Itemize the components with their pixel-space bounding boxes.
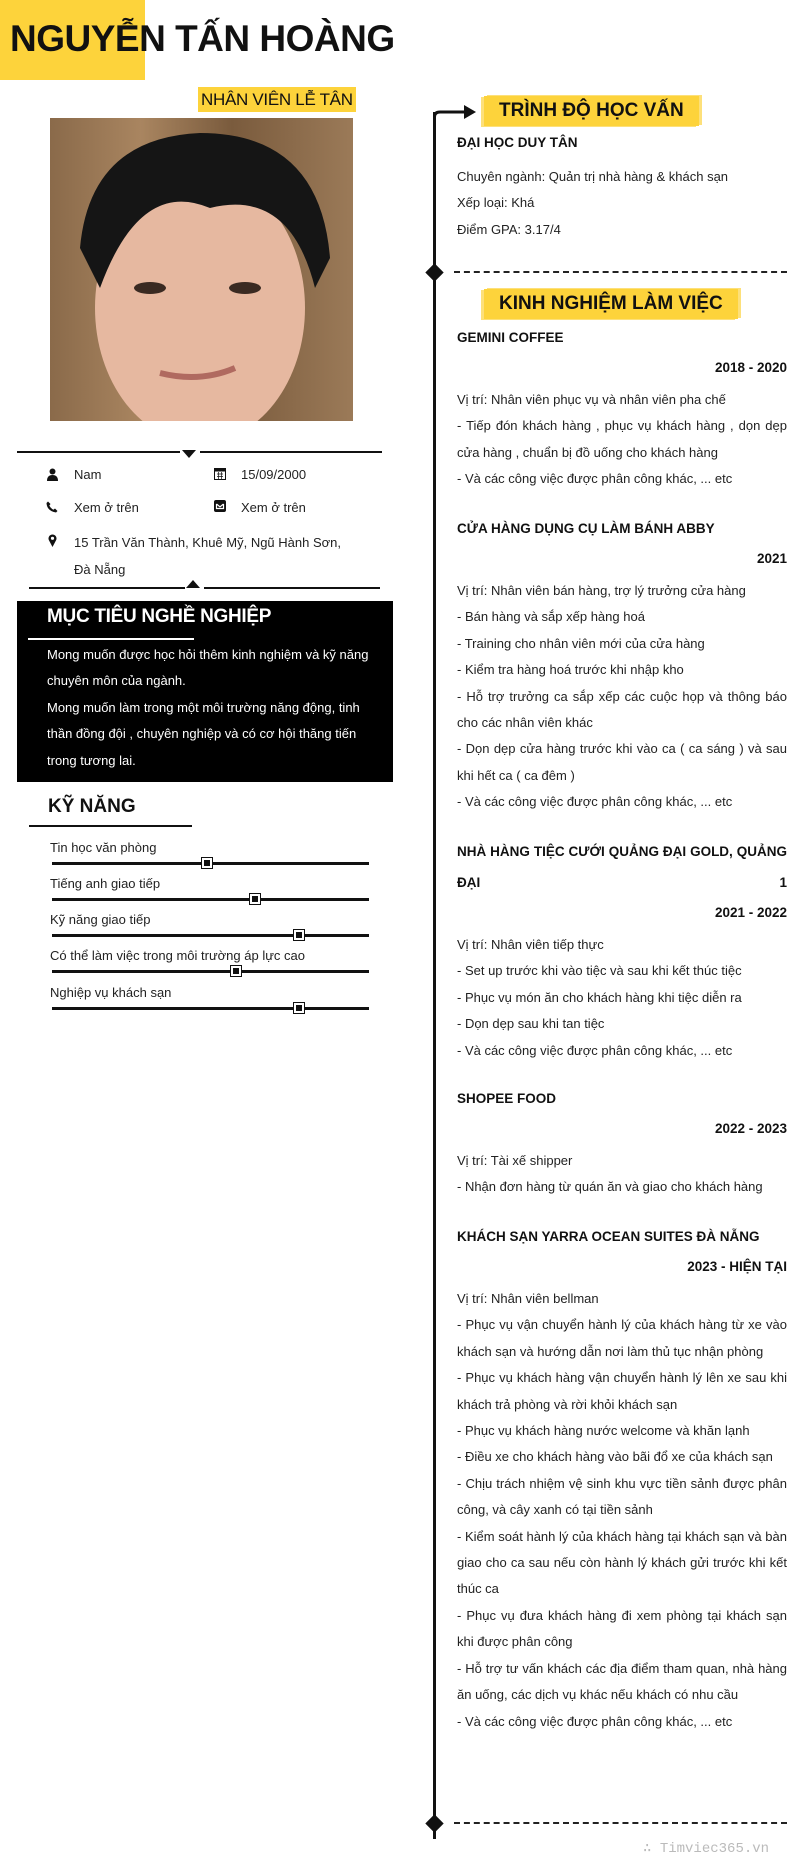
triangle-down-icon: [182, 450, 196, 458]
company-name: KHÁCH SẠN YARRA OCEAN SUITES ĐÀ NẴNG: [457, 1229, 760, 1244]
skill-level-handle: [231, 966, 241, 976]
job-detail-line: - Và các công việc được phân công khác, ... etc: [457, 1713, 733, 1729]
job-entry: [457, 514, 787, 816]
job-details: [457, 932, 787, 1064]
job-details: [457, 1286, 787, 1735]
title-underline: [28, 638, 194, 640]
job-detail-line: - Và các công việc được phân công khác, ... etc: [457, 794, 733, 810]
diamond-marker-icon: [425, 263, 443, 281]
job-period: 2023 - HIỆN TẠI: [687, 1259, 787, 1274]
skill-bar: [52, 898, 369, 901]
skill-level-handle: [294, 1003, 304, 1013]
job-detail-line: - Phục vụ khách hàng nước welcome và khăn lạnh: [457, 1423, 750, 1439]
education-gpa: Điểm GPA: 3.17/4: [457, 222, 561, 237]
skill-label: Tin học văn phòng: [50, 840, 157, 855]
skill-label: Nghiệp vụ khách sạn: [50, 985, 172, 1000]
divider: [204, 587, 380, 589]
dashed-divider: [454, 271, 787, 273]
objective-line: Mong muốn làm trong một môi trường năng động, tinh thần đồng đội , chuyên nghiệp và có cơ hội thăng tiến trong tương lai.: [47, 699, 360, 768]
timeline-line: [433, 112, 436, 1839]
section-title: MỤC TIÊU NGHỀ NGHIỆP: [47, 606, 272, 627]
skill-item: [50, 985, 370, 1021]
school-name: ĐẠI HỌC DUY TÂN: [457, 135, 578, 150]
job-detail-line: - Và các công việc được phân công khác, ... etc: [457, 1042, 733, 1058]
job-detail-line: - Phục vụ đưa khách hàng đi xem phòng tại khách sạn khi được phân công: [457, 1607, 787, 1650]
map-pin-icon: [46, 533, 58, 547]
job-detail-line: - Kiểm soát hành lý của khách hàng tại khách sạn và bàn giao cho ca sau nếu còn hành lý khách gửi trước khi kết thúc ca: [457, 1528, 787, 1597]
job-detail-line: - Tiếp đón khách hàng , phục vụ khách hàng , dọn dẹp cửa hàng , chuẩn bị đồ uống cho khách hàng: [457, 418, 787, 460]
divider: [29, 587, 185, 589]
job-detail-line: - Chịu trách nhiệm vệ sinh khu vực tiền sảnh được phân công, và cây xanh có tại tiền sảnh: [457, 1475, 787, 1518]
job-entry: [457, 323, 787, 493]
section-title: KỸ NĂNG: [48, 796, 136, 817]
education-rank: Xếp loại: Khá: [457, 195, 535, 210]
education-major: Chuyên ngành: Quản trị nhà hàng & khách sạn: [457, 169, 729, 184]
job-title: NHÂN VIÊN LỄ TÂN: [198, 87, 356, 112]
company-name: CỬA HÀNG DỤNG CỤ LÀM BÁNH ABBY: [457, 521, 715, 536]
company-name: SHOPEE FOOD: [457, 1091, 557, 1106]
job-detail-line: - Set up trước khi vào tiệc và sau khi kết thúc tiệc: [457, 963, 742, 979]
skill-label: Tiếng anh giao tiếp: [50, 876, 161, 891]
job-entry: [457, 1084, 787, 1201]
section-title-experience: KINH NGHIỆM LÀM VIỆC: [484, 289, 738, 319]
objective-line: Mong muốn được học hỏi thêm kinh nghiệm và kỹ năng chuyên môn của ngành.: [47, 647, 369, 689]
skill-label: Kỹ năng giao tiếp: [50, 912, 151, 927]
avatar-photo: [50, 118, 353, 421]
job-detail-line: - Phục vụ vận chuyển hành lý của khách hàng từ xe vào khách sạn và hướng dẫn nơi làm thủ tục nhận phòng: [457, 1317, 787, 1359]
skill-level-handle: [294, 930, 304, 940]
title-underline: [29, 825, 192, 827]
diamond-marker-icon: [425, 1814, 443, 1832]
dashed-divider: [454, 1822, 787, 1824]
job-detail-line: - Training cho nhân viên mới của cửa hàng: [457, 635, 705, 651]
phone: Xem ở trên: [74, 500, 139, 515]
objective-text: [47, 642, 377, 774]
skill-item: [50, 876, 370, 912]
skill-item: [50, 948, 370, 984]
candidate-name: NGUYỄN TẤN HOÀNG: [10, 18, 395, 59]
arrow-right-icon: [432, 103, 482, 123]
skill-level-handle: [250, 894, 260, 904]
job-detail-line: Vị trí: Nhân viên phục vụ và nhân viên pha chế: [457, 392, 726, 407]
job-period: 2022 - 2023: [714, 1121, 787, 1136]
skill-level-handle: [202, 858, 212, 868]
job-detail-line: - Bán hàng và sắp xếp hàng hoá: [457, 609, 645, 625]
job-detail-line: - Và các công việc được phân công khác, ... etc: [457, 471, 733, 487]
divider: [17, 451, 180, 453]
job-details: [457, 1148, 787, 1201]
email: Xem ở trên: [241, 500, 306, 515]
job-detail-line: - Phục vụ món ăn cho khách hàng khi tiệc diễn ra: [457, 989, 742, 1005]
job-period: 2021 - 2022: [714, 905, 787, 920]
address: 15 Trần Văn Thành, Khuê Mỹ, Ngũ Hành Sơn, Đà Nẵng: [74, 535, 342, 577]
job-detail-line: - Hỗ trợ trưởng ca sắp xếp các cuộc họp và thông báo cho các nhân viên khác: [457, 688, 787, 731]
job-detail-line: - Dọn dẹp sau khi tan tiệc: [457, 1016, 605, 1032]
job-detail-line: - Kiểm tra hàng hoá trước khi nhập kho: [457, 662, 684, 678]
job-period: 2018 - 2020: [714, 360, 787, 375]
job-detail-line: - Hỗ trợ tư vấn khách các địa điểm tham quan, nhà hàng ăn uống, các dịch vụ khác nếu khách có nhu cầu: [457, 1660, 787, 1703]
job-detail-line: Vị trí: Nhân viên bellman: [457, 1291, 599, 1306]
job-details: [457, 578, 787, 816]
skill-bar: [52, 970, 369, 973]
career-objective-section: [17, 601, 393, 782]
skill-bar: [52, 934, 369, 937]
gender: Nam: [74, 467, 102, 482]
company-name: NHÀ HÀNG TIỆC CƯỚI QUẢNG ĐẠI GOLD, QUẢNG ĐẠI 1: [457, 844, 787, 890]
job-detail-line: Vị trí: Tài xế shipper: [457, 1153, 573, 1168]
triangle-up-icon: [186, 580, 200, 588]
job-detail-line: - Nhận đơn hàng từ quán ăn và giao cho khách hàng: [457, 1179, 763, 1195]
birthday: 15/09/2000: [241, 467, 307, 482]
company-name: GEMINI COFFEE: [457, 330, 564, 345]
phone-icon: [46, 500, 58, 514]
job-details: [457, 387, 787, 493]
skill-label: Có thể làm việc trong môi trường áp lực cao: [50, 948, 305, 963]
skill-bar: [52, 1007, 369, 1010]
section-title-education: TRÌNH ĐỘ HỌC VẤN: [484, 96, 699, 126]
user-icon: [46, 467, 58, 481]
envelope-icon: [214, 499, 226, 513]
job-detail-line: Vị trí: Nhân viên bán hàng, trợ lý trưởng cửa hàng: [457, 583, 746, 598]
job-period: 2021: [756, 551, 787, 566]
job-detail-line: - Điều xe cho khách hàng vào bãi đổ xe của khách sạn: [457, 1449, 773, 1465]
calendar-icon: [214, 466, 226, 480]
skill-item: [50, 840, 370, 876]
job-entry: [457, 836, 787, 1064]
job-detail-line: - Dọn dẹp cửa hàng trước khi vào ca ( ca sáng ) và sau khi hết ca ( ca đêm ): [457, 741, 787, 783]
job-detail-line: Vị trí: Nhân viên tiếp thực: [457, 937, 604, 952]
job-detail-line: - Phục vụ khách hàng vận chuyển hành lý lên xe sau khi khách trả phòng và rời khỏi khách sạn: [457, 1370, 787, 1412]
watermark: ∴ Timviec365.vn: [643, 1841, 770, 1857]
job-entry: [457, 1222, 787, 1735]
divider: [200, 451, 382, 453]
skill-item: [50, 912, 370, 948]
